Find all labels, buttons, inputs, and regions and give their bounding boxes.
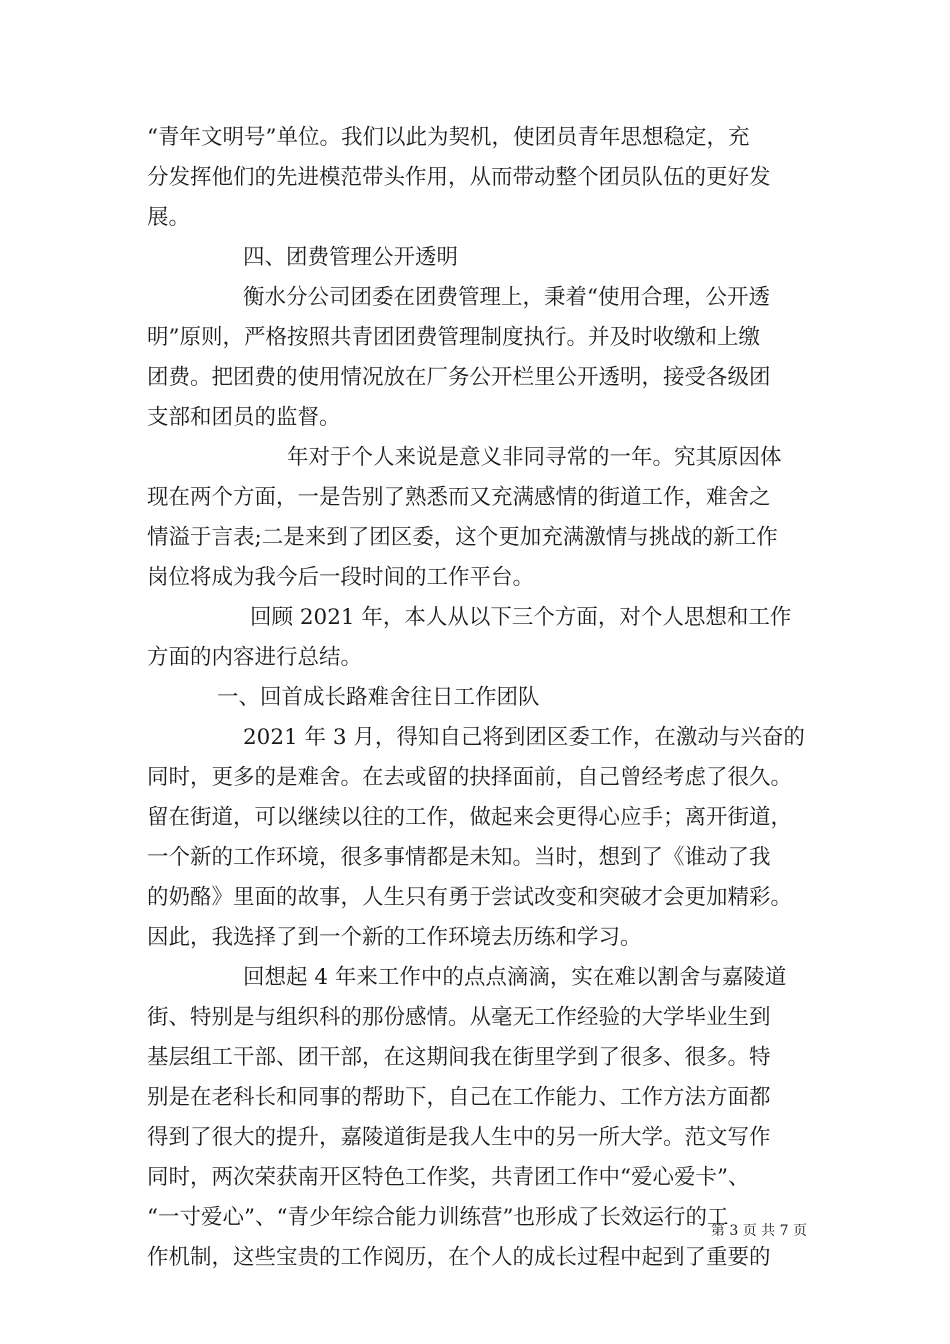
text-line: 作机制，这些宝贵的工作阅历，在个人的成长过程中起到了重要的 (147, 1245, 771, 1270)
text-line: 回想起 4 年来工作中的点点滴滴，实在难以割舍与嘉陵道 (243, 965, 787, 990)
text-line: 别是在老科长和同事的帮助下，自己在工作能力、工作方法方面都 (147, 1085, 771, 1110)
text-line: 衡水分公司团委在团费管理上，秉着“使用合理，公开透 (243, 285, 770, 310)
section-heading: 一、回首成长路难舍往日工作团队 (217, 685, 540, 710)
text-line: 基层组工干部、团干部，在这期间我在街里学到了很多、很多。特 (147, 1045, 771, 1070)
text-line: 同时，两次荣获南开区特色工作奖，共青团工作中“爱心爱卡”、 (147, 1165, 750, 1190)
text-line: 2021 年 3 月，得知自己将到团区委工作，在激动与兴奋的 (243, 725, 805, 750)
text-line: “一寸爱心”、“青少年综合能力训练营”也形成了长效运行的工 (147, 1205, 729, 1230)
text-line: 现在两个方面，一是告别了熟悉而又充满感情的街道工作，难舍之 (147, 485, 771, 510)
text-line: 方面的内容进行总结。 (147, 645, 363, 670)
text-line: 留在街道，可以继续以往的工作，做起来会更得心应手；离开街道， (147, 805, 793, 830)
text-line: 的奶酪》里面的故事，人生只有勇于尝试改变和突破才会更加精彩。 (147, 885, 793, 910)
text-line: “青年文明号”单位。我们以此为契机，使团员青年思想稳定，充 (147, 125, 750, 150)
page-number-footer: 第 3 页 共 7 页 (710, 1223, 807, 1239)
text-line: 支部和团员的监督。 (147, 405, 341, 430)
section-heading: 四、团费管理公开透明 (243, 245, 459, 270)
text-line: 岗位将成为我今后一段时间的工作平台。 (147, 565, 535, 590)
text-line: 得到了很大的提升，嘉陵道街是我人生中的另一所大学。范文写作 (147, 1125, 771, 1150)
text-line: 年对于个人来说是意义非同寻常的一年。究其原因体 (287, 445, 782, 470)
text-line: 同时，更多的是难舍。在去或留的抉择面前，自己曾经考虑了很久。 (147, 765, 793, 790)
text-line: 团费。把团费的使用情况放在厂务公开栏里公开透明，接受各级团 (147, 365, 771, 390)
text-line: 展。 (147, 205, 191, 230)
text-line: 明”原则，严格按照共青团团费管理制度执行。并及时收缴和上缴 (147, 325, 760, 350)
text-line: 回顾 2021 年，本人从以下三个方面，对个人思想和工作 (250, 605, 792, 630)
text-line: 因此，我选择了到一个新的工作环境去历练和学习。 (147, 925, 642, 950)
document-body (147, 118, 815, 1278)
text-line: 情溢于言表;二是来到了团区委，这个更加充满激情与挑战的新工作 (147, 525, 778, 550)
text-line: 街、特别是与组织科的那份感情。从毫无工作经验的大学毕业生到 (147, 1005, 771, 1030)
text-line: 一个新的工作环境，很多事情都是未知。当时，想到了《谁动了我 (147, 845, 771, 870)
text-line: 分发挥他们的先进模范带头作用，从而带动整个团员队伍的更好发 (147, 165, 771, 190)
